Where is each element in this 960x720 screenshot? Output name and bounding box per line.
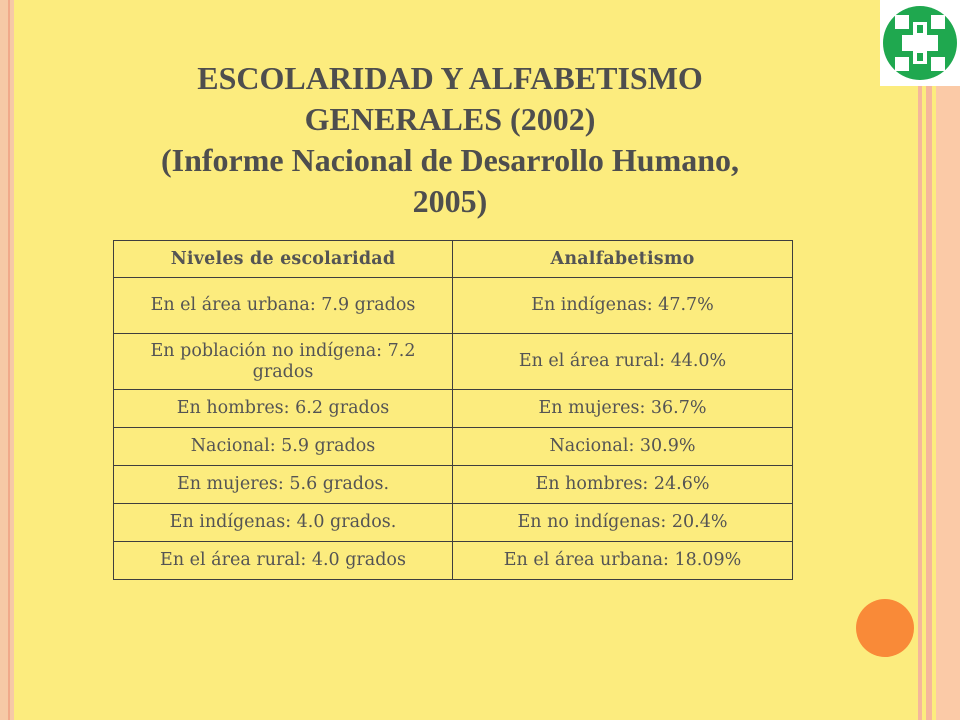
- table-cell: En mujeres: 5.6 grados.: [114, 466, 453, 504]
- title-line: ESCOLARIDAD Y ALFABETISMO: [197, 60, 703, 96]
- title-line: GENERALES (2002): [304, 101, 596, 137]
- table-cell: Nacional: 30.9%: [453, 428, 793, 466]
- right-decorative-strips: [918, 0, 960, 720]
- table-cell: En hombres: 24.6%: [453, 466, 793, 504]
- table-cell: En indígenas: 4.0 grados.: [114, 504, 453, 542]
- orange-circle-decoration: [856, 599, 914, 657]
- left-decorative-border: [0, 0, 14, 720]
- table-header-row: [114, 241, 793, 278]
- table-cell: En población no indígena: 7.2 grados: [114, 334, 453, 390]
- table-cell: En el área urbana: 7.9 grados: [114, 278, 453, 334]
- table-row: [114, 390, 793, 428]
- table-cell: En mujeres: 36.7%: [453, 390, 793, 428]
- title-line: 2005): [412, 183, 488, 219]
- institution-logo-icon: [880, 0, 960, 86]
- title-line: (Informe Nacional de Desarrollo Humano,: [160, 142, 740, 178]
- table-cell: En hombres: 6.2 grados: [114, 390, 453, 428]
- education-literacy-table: [113, 240, 793, 580]
- table-cell: En indígenas: 47.7%: [453, 278, 793, 334]
- table-cell: En el área rural: 44.0%: [453, 334, 793, 390]
- table-cell: En el área urbana: 18.09%: [453, 542, 793, 580]
- header-illiteracy: Analfabetismo: [453, 241, 793, 278]
- header-schooling-levels: Niveles de escolaridad: [114, 241, 453, 278]
- table-row: [114, 466, 793, 504]
- table-row: [114, 278, 793, 334]
- table-row: [114, 504, 793, 542]
- table-cell: En el área rural: 4.0 grados: [114, 542, 453, 580]
- table-row: [114, 428, 793, 466]
- table-cell: En no indígenas: 20.4%: [453, 504, 793, 542]
- table-cell: Nacional: 5.9 grados: [114, 428, 453, 466]
- slide-title: [60, 58, 840, 222]
- table-row: [114, 542, 793, 580]
- table-row: [114, 334, 793, 390]
